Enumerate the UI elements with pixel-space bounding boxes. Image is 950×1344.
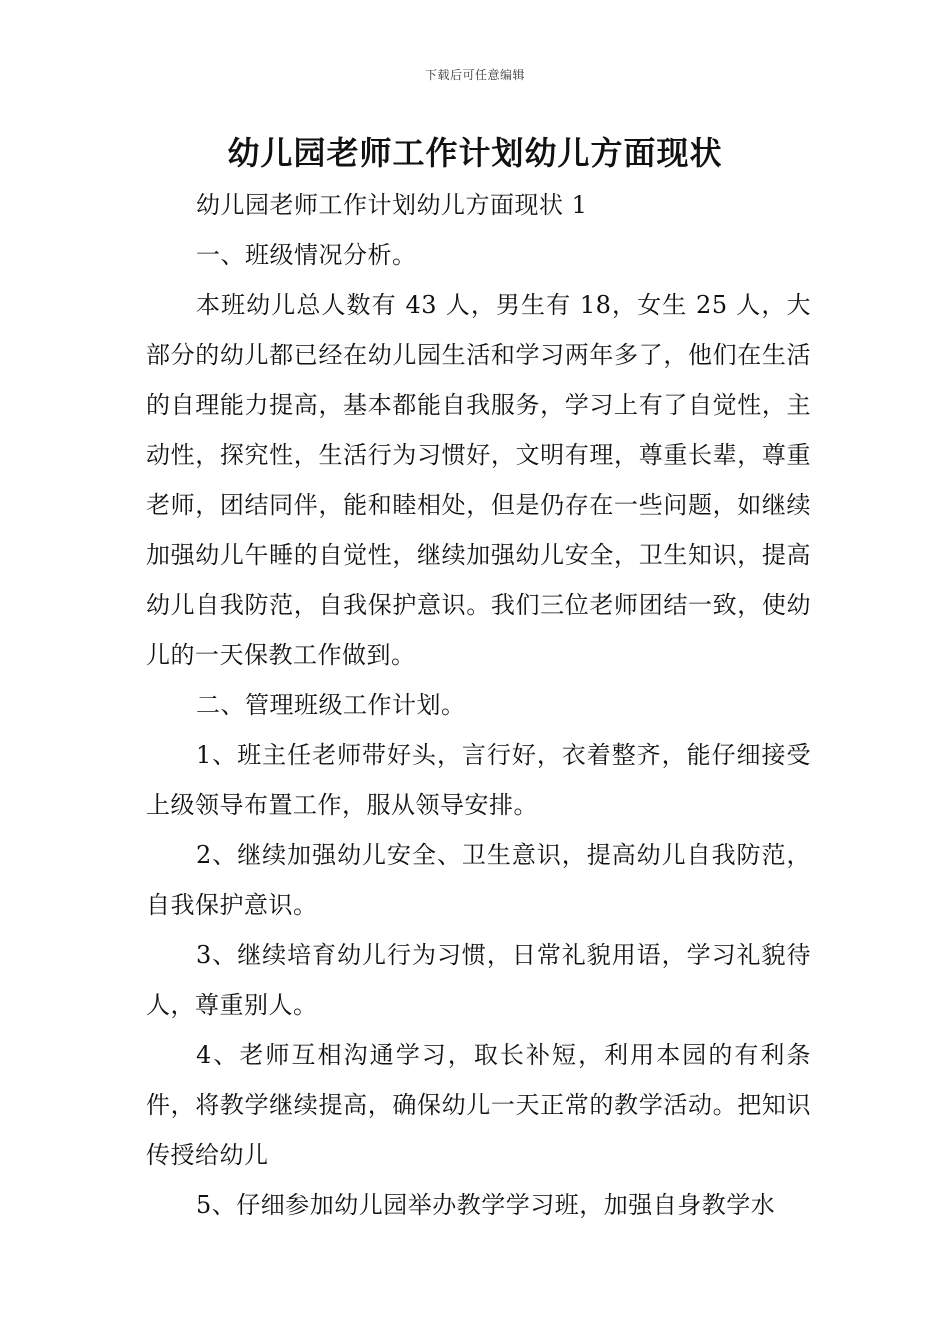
header-note: 下载后可任意编辑 [424, 68, 525, 82]
class-analysis-paragraph: 本班幼儿总人数有 43 人，男生有 18，女生 25 人，大部分的幼儿都已经在幼儿园生活和学习两年多了，他们在生活的自理能力提高，基本都能自我服务，学习上有了自觉性，主动性，探究性，生活行为习惯好，文明有理，尊重长辈，尊重老师，团结同伴，能和睦相处，但是仍存在一些问题，如继续加强幼儿午睡的自觉性，继续加强幼儿安全，卫生知识，提高幼儿自我防范，自我保护意识。我们三位老师团结一致，使幼儿的一天保教工作做到。 [146, 291, 811, 669]
plan-item-5: 5、仔细参加幼儿园举办教学学习班，加强自身教学水 [196, 1191, 776, 1219]
subtitle-paragraph: 幼儿园老师工作计划幼儿方面现状 1 [196, 191, 588, 219]
plan-item-4: 4、老师互相沟通学习，取长补短，利用本园的有利条件，将教学继续提高，确保幼儿一天正常的教学活动。把知识传授给幼儿 [146, 1041, 811, 1169]
section-heading-1: 一、班级情况分析。 [196, 241, 417, 269]
plan-item-2: 2、继续加强幼儿安全、卫生意识，提高幼儿自我防范，自我保护意识。 [146, 841, 811, 919]
document-title: 幼儿园老师工作计划幼儿方面现状 [227, 134, 723, 172]
document-body [146, 180, 811, 1230]
plan-item-1: 1、班主任老师带好头，言行好，衣着整齐，能仔细接受上级领导布置工作，服从领导安排。 [146, 741, 811, 819]
plan-item-3: 3、继续培育幼儿行为习惯，日常礼貌用语，学习礼貌待人，尊重别人。 [146, 941, 811, 1019]
section-heading-2: 二、管理班级工作计划。 [196, 691, 466, 719]
